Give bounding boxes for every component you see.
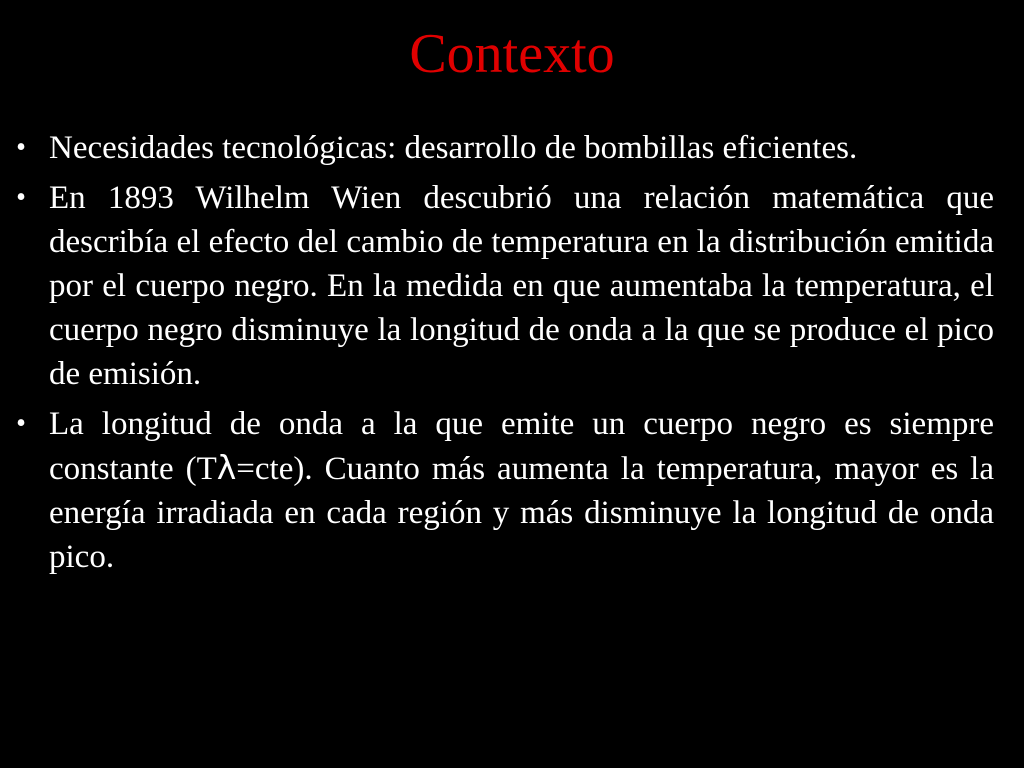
bullet-dot-icon: •: [16, 182, 26, 213]
bullet-item: [0, 402, 1024, 579]
bullet-item: [0, 176, 1024, 396]
bullet-list: [0, 126, 1024, 585]
bullet-text-part: =cte). Cuanto más aumenta la temperatura, mayor es la energía irradiada en cada región y más disminuye la longitud de onda pico.: [49, 451, 994, 575]
bullet-text: [49, 402, 994, 579]
bullet-text: En 1893 Wilhelm Wien descubrió una relación matemática que describía el efecto del cambio de temperatura en la distribución emitida por el cuerpo negro. En la medida en que aumentaba la temperatura, el cuerpo negro disminuye la longitud de onda a la que se produce el pico de emisión.: [49, 180, 994, 392]
slide-title: Contexto: [409, 23, 615, 85]
bullet-text: Necesidades tecnológicas: desarrollo de bombillas eficientes.: [49, 130, 858, 166]
bullet-dot-icon: •: [16, 132, 26, 163]
bullet-item: [0, 126, 1024, 170]
bullet-text-part: La longitud de onda a la que emite un cuerpo negro es siempre constante (T: [49, 406, 994, 487]
lambda-symbol: λ: [216, 448, 237, 487]
bullet-dot-icon: •: [16, 408, 26, 439]
